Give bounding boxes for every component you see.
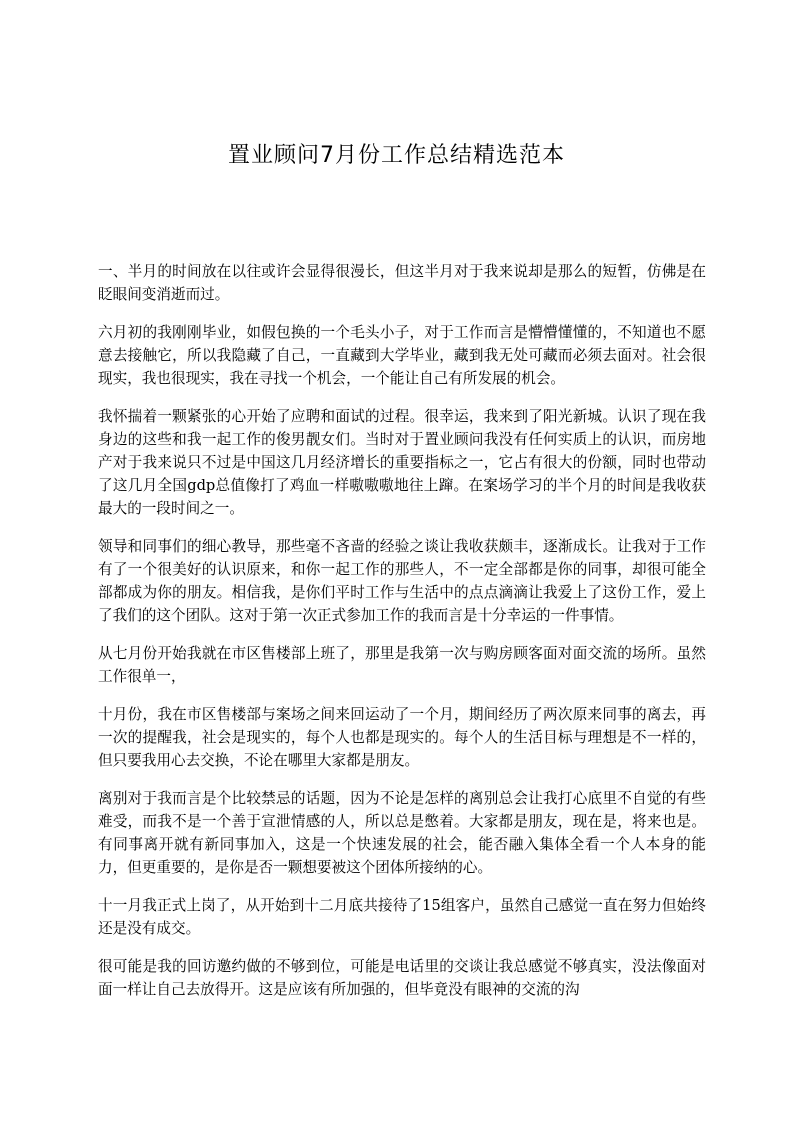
paragraph: 一、半月的时间放在以往或许会显得很漫长，但这半月对于我来说却是那么的短暂，仿佛是在眨眼间变消逝而过。 — [98, 263, 706, 303]
paragraph: 从七月份开始我就在市区售楼部上班了，那里是我第一次与购房顾客面对面交流的场所。虽然工作很单一， — [98, 645, 706, 685]
paragraph: 十月份，我在市区售楼部与案场之间来回运动了一个月，期间经历了两次原来同事的离去，再一次的提醒我，社会是现实的，每个人也都是现实的。每个人的生活目标与理想是不一样的，但只要我用心去交换，不论在哪里大家都是朋友。 — [98, 706, 706, 769]
paragraph: 很可能是我的回访邀约做的不够到位，可能是电话里的交谈让我总感觉不够真实，没法像面对面一样让自己去放得开。这是应该有所加强的，但毕竟没有眼神的交流的沟 — [98, 958, 706, 998]
document-body — [98, 260, 706, 1016]
document-title: 置业顾问7月份工作总结精选范本 — [228, 143, 565, 168]
paragraph: 十一月我正式上岗了，从开始到十二月底共接待了15组客户，虽然自己感觉一直在努力但始终还是没有成交。 — [98, 897, 706, 937]
paragraph: 离别对于我而言是个比较禁忌的话题，因为不论是怎样的离别总会让我打心底里不自觉的有些难受，而我不是一个善于宣泄情感的人，所以总是憋着。大家都是朋友，现在是，将来也是。有同事离开就有新同事加入，这是一个快速发展的社会，能否融入集体全看一个人本身的能力，但更重要的，是你是否一颗想要被这个团体所接纳的心。 — [98, 790, 706, 876]
paragraph: 六月初的我刚刚毕业，如假包换的一个毛头小子，对于工作而言是懵懵懂懂的，不知道也不愿意去接触它，所以我隐藏了自己，一直藏到大学毕业，藏到我无处可藏而必须去面对。社会很现实，我也很现实，我在寻找一个机会，一个能让自己有所发展的机会。 — [98, 324, 706, 387]
paragraph: 我怀揣着一颗紧张的心开始了应聘和面试的过程。很幸运，我来到了阳光新城。认识了现在我身边的这些和我一起工作的俊男靓女们。当时对于置业顾问我没有任何实质上的认识，而房地产对于我来说只不过是中国这几月经济增长的重要指标之一，它占有很大的份额，同时也带动了这几月全国gdp总值像打了鸡血一样嗷嗷嗷地往上蹿。在案场学习的半个月的时间是我收获最大的一段时间之一。 — [98, 408, 706, 517]
paragraph: 领导和同事们的细心教导，那些毫不吝啬的经验之谈让我收获颇丰，逐渐成长。让我对于工作有了一个很美好的认识原来，和你一起工作的那些人，不一定全部都是你的同事，却很可能全部都成为你的朋友。相信我，是你们平时工作与生活中的点点滴滴让我爱上了这份工作，爱上了我们的这个团队。这对于第一次正式参加工作的我而言是十分幸运的一件事情。 — [98, 538, 706, 624]
